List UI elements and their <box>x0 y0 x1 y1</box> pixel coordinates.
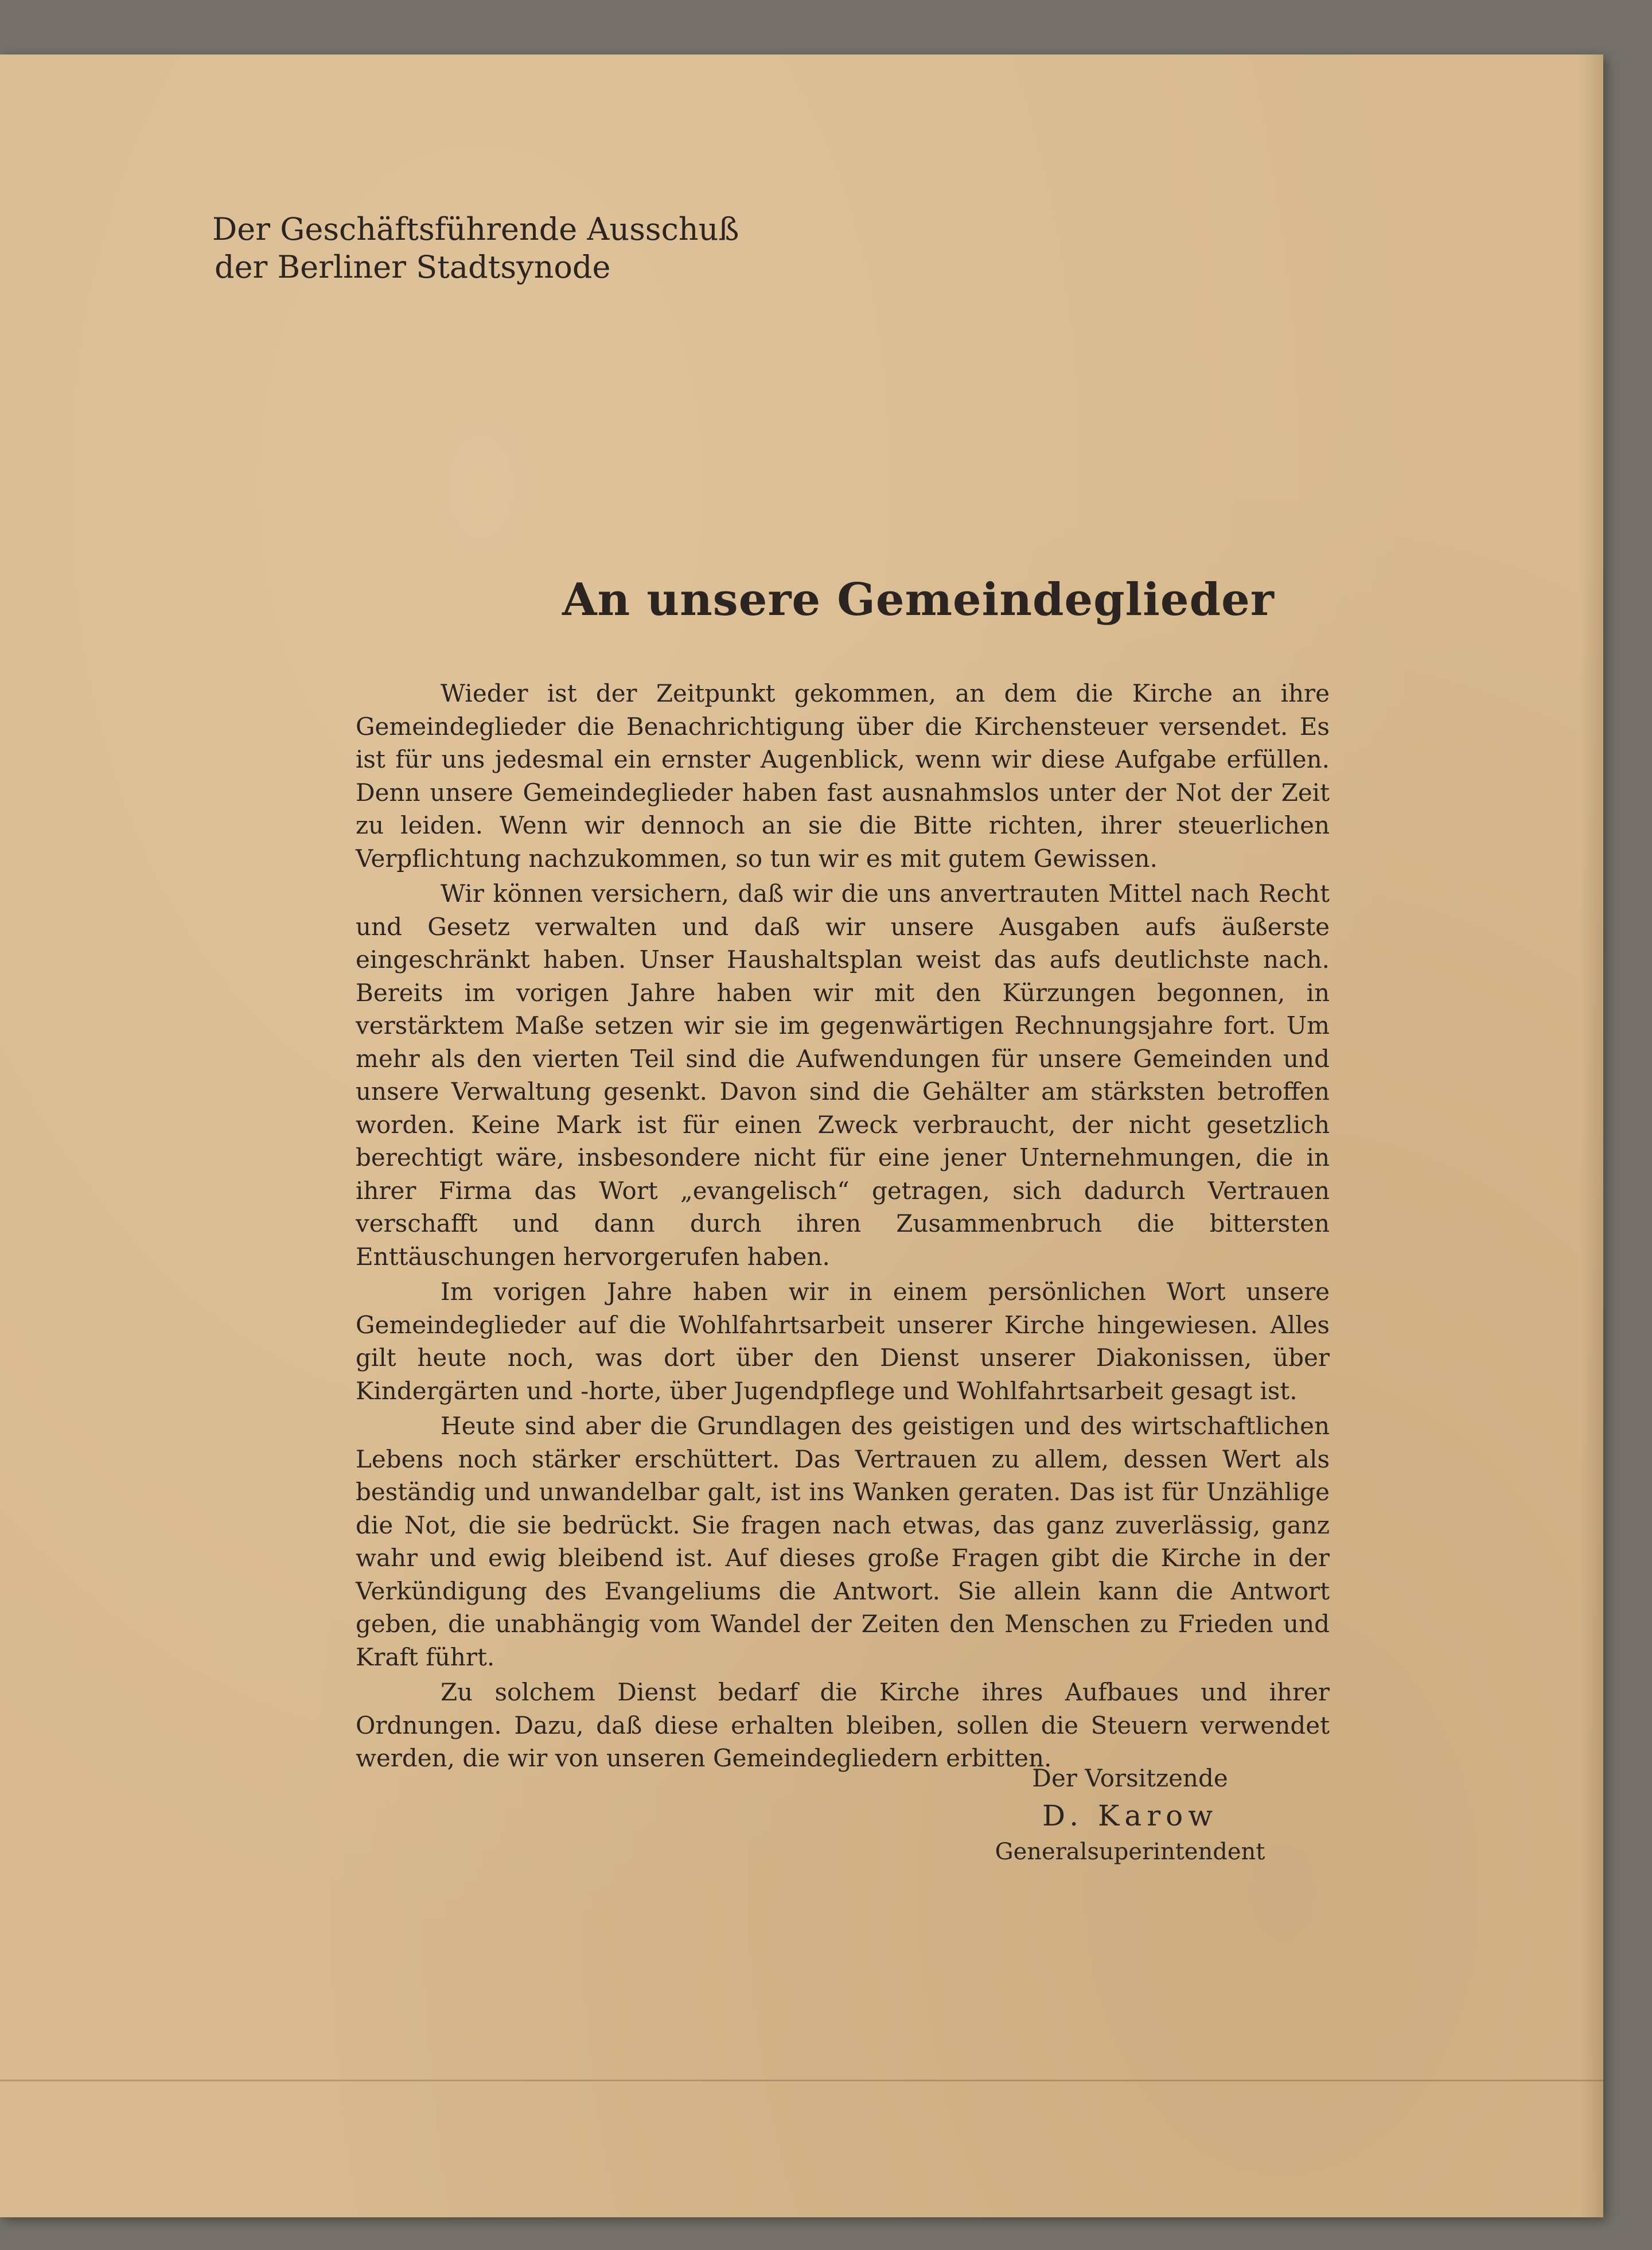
paragraph-2: Wir können versichern, daß wir die uns anvertrauten Mittel nach Recht und Gesetz verwalten und daß wir unsere Ausgaben aufs äußerste eingeschränkt haben. Unser Haushaltsplan weist das aufs deutlichste nach. Bereits im vorigen Jahre haben wir mit den Kürzungen begonnen, in verstärktem Maße setzen wir sie im gegenwärtigen Rechnungsjahre fort. Um mehr als den vierten Teil sind die Aufwendungen für unsere Gemeinden und unsere Verwaltung gesenkt. Davon sind die Gehälter am stärksten betroffen worden. Keine Mark ist für einen Zweck verbraucht, der nicht gesetzlich berechtigt wäre, insbesondere nicht für eine jener Unternehmungen, die in ihrer Firma das Wort „evangelisch“ getragen, sich dadurch Vertrauen verschafft und dann durch ihren Zusammenbruch die bittersten Enttäuschungen hervorgerufen haben. <box>356 879 1330 1271</box>
issuer-heading <box>212 211 739 286</box>
paragraph-4: Heute sind aber die Grundlagen des geistigen und des wirtschaftlichen Lebens noch stärker erschüttert. Das Vertrauen zu allem, dessen Wert als beständig und unwandelbar galt, ist ins Wanken geraten. Das ist für Unzählige die Not, die sie bedrückt. Sie fragen nach etwas, das ganz zuverlässig, ganz wahr und ewig bleibend ist. Auf dieses große Fragen gibt die Kirche in der Verkündigung des Evangeliums die Antwort. Sie allein kann die Antwort geben, die unabhängig vom Wandel der Zeiten den Menschen zu Frieden und Kraft führt. <box>356 1412 1330 1671</box>
paragraph-5: Zu solchem Dienst bedarf die Kirche ihres Aufbaues und ihrer Ordnungen. Dazu, daß diese erhalten bleiben, sollen die Steuern verwendet werden, die wir von unseren Gemeindegliedern erbitten. <box>356 1678 1330 1772</box>
letter-body <box>356 677 1330 1777</box>
signature-block <box>952 1761 1308 1868</box>
paper-sheet <box>0 55 1603 2217</box>
signatory-role: Der Vorsitzende <box>1032 1764 1228 1792</box>
signatory-name: D. Karow <box>1042 1799 1218 1832</box>
letter-title: An unsere Gemeindeglieder <box>562 574 1275 626</box>
issuer-line-2: der Berliner Stadtsynode <box>215 249 611 285</box>
paper-edge-shadow <box>1580 55 1603 2217</box>
paragraph-3: Im vorigen Jahre haben wir in einem persönlichen Wort unsere Gemeindeglieder auf die Wohlfahrtsarbeit unserer Kirche hingewiesen. Alles gilt heute noch, was dort über den Dienst unserer Diakonissen, über Kindergärten und -horte, über Jugendpflege und Wohlfahrtsarbeit gesagt ist. <box>356 1278 1330 1405</box>
fold-crease <box>0 2080 1603 2081</box>
signatory-title: Generalsuperintendent <box>995 1839 1265 1865</box>
paragraph-1: Wieder ist der Zeitpunkt gekommen, an dem die Kirche an ihre Gemeindeglieder die Benachrichtigung über die Kirchensteuer versendet. Es ist für uns jedesmal ein ernster Augenblick, wenn wir diese Aufgabe erfüllen. Denn unsere Gemeindeglieder haben fast ausnahmslos unter der Not der Zeit zu leiden. Wenn wir dennoch an sie die Bitte richten, ihrer steuerlichen Verpflichtung nachzukommen, so tun wir es mit gutem Gewissen. <box>356 679 1330 873</box>
issuer-line-1: Der Geschäftsführende Ausschuß <box>212 211 739 247</box>
